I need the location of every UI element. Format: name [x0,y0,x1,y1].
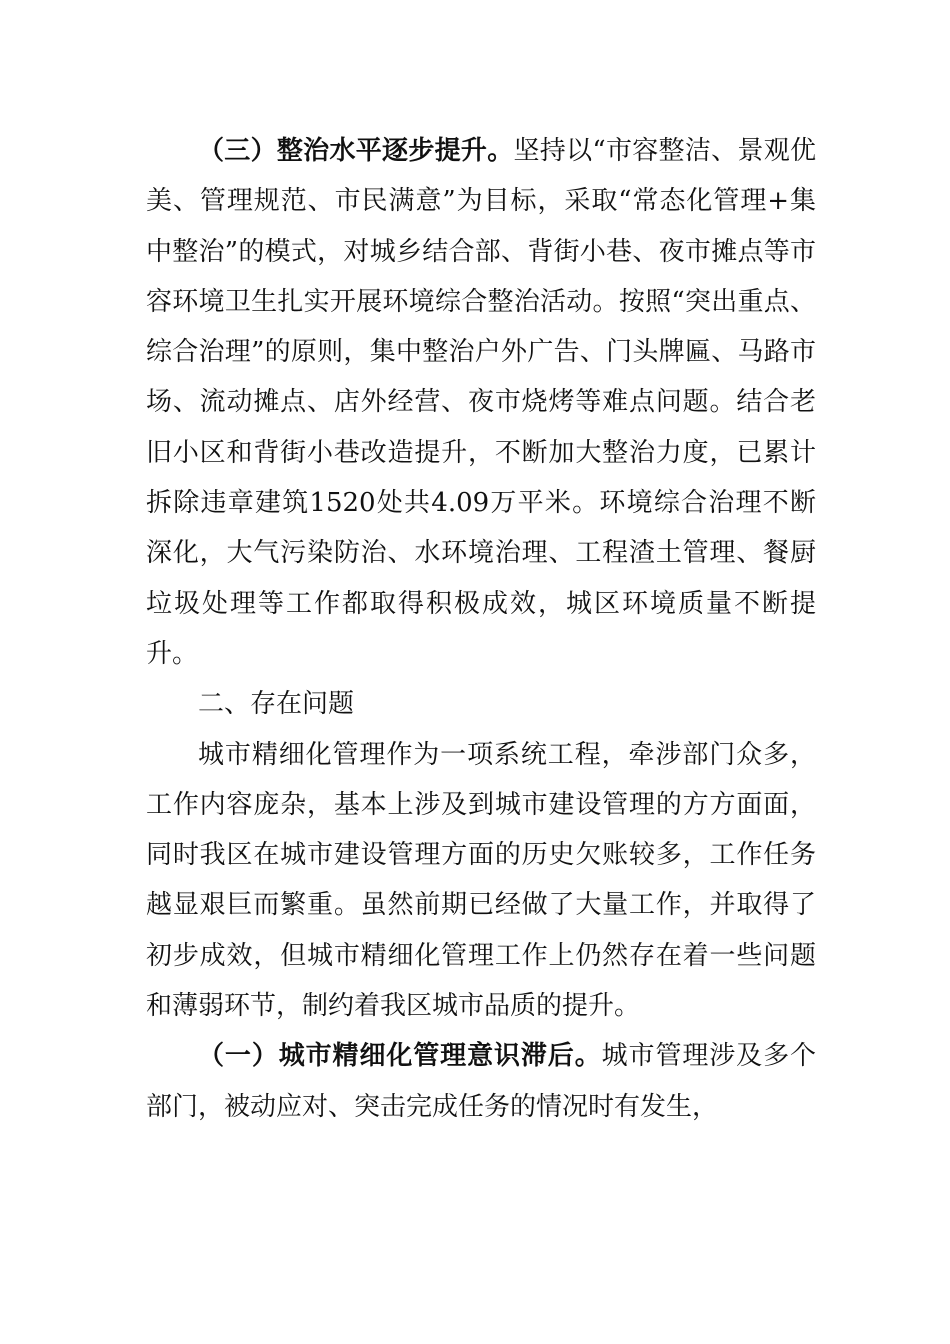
document-page [146,126,816,1132]
paragraph-body-awareness: 城市管理涉及多个部门，被动应对、突击完成任务的情况时有发生， [146,1041,816,1122]
paragraph-body-improvement: 坚持以“市容整洁、景观优美、管理规范、市民满意”为目标，采取“常态化管理+集中整治”的模式，对城乡结合部、背街小巷、夜市摊点等市容环境卫生扎实开展环境综合整治活动。按照“突出重点、综合治理”的原则，集中整治户外广告、门头牌匾、马路市场、流动摊点、店外经营、夜市烧烤等难点问题。结合老旧小区和背街小巷改造提升，不断加大整治力度，已累计拆除违章建筑1520处共4.09万平米。环境综合治理不断深化，大气污染防治、水环境治理、工程渣土管理、餐厨垃圾处理等工作都取得积极成效，城区环境质量不断提升。 [146,136,816,669]
paragraph-improvement [146,126,816,679]
paragraph-lead-improvement: （三）整治水平逐步提升。 [198,136,514,166]
paragraph-problems-intro [146,730,816,1032]
paragraph-body-problems-intro: 城市精细化管理作为一项系统工程，牵涉部门众多，工作内容庞杂，基本上涉及到城市建设管理的方方面面，同时我区在城市建设管理方面的历史欠账较多，工作任务越显艰巨而繁重。虽然前期已经做了大量工作，并取得了初步成效，但城市精细化管理工作上仍然存在着一些问题和薄弱环节，制约着我区城市品质的提升。 [146,739,816,1022]
paragraph-awareness [146,1031,816,1132]
section-heading-problems: 二、存在问题 [198,689,355,720]
paragraph-lead-awareness: （一）城市精细化管理意识滞后。 [198,1041,602,1072]
